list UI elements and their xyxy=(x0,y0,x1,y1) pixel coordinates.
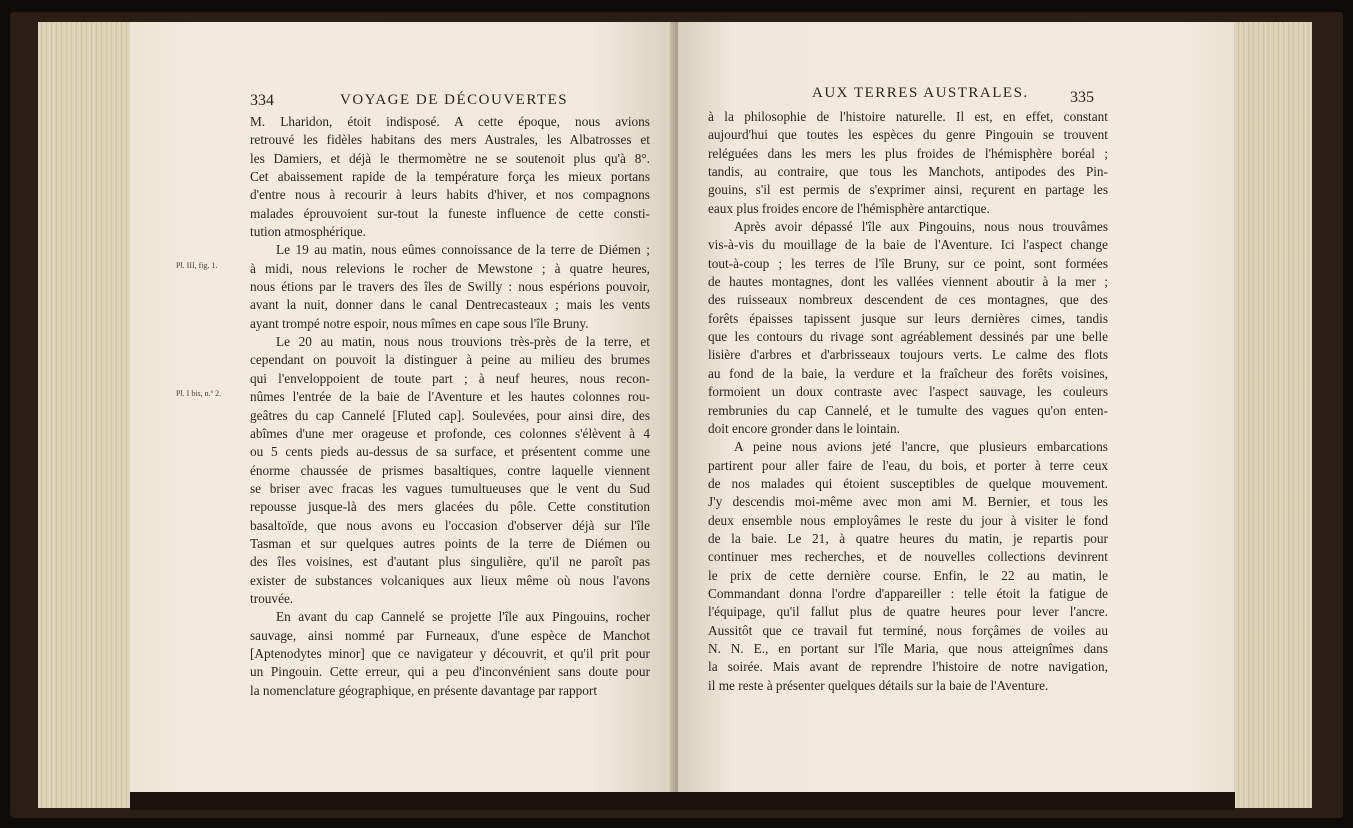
text-line: aujourd'hui que toutes les espèces du genre Pingouin se trouvent xyxy=(708,127,1108,143)
text-line: énorme chaussée de prismes basaltiques, contre laquelle viennent xyxy=(250,462,650,478)
text-line: abîmes d'une mer orageuse et profonde, ces colonnes s'élèvent à 4 xyxy=(250,425,650,441)
text-line: vis-à-vis du mouillage de la baie de l'Aventure. Ici l'aspect change xyxy=(708,237,1108,253)
text-line: trouvée. xyxy=(250,590,294,606)
text-line: il me reste à présenter quelques détails sur la baie de l'Aventure. xyxy=(708,677,1049,693)
text-line: ayant trompé notre espoir, nous mîmes en cape sous l'île Bruny. xyxy=(250,315,589,331)
text-line: lisière d'arbres et d'arbrisseaux toujours verts. Le calme des flots xyxy=(708,347,1108,363)
text-line: deux ensemble nous employâmes le reste du jour à visiter le fond xyxy=(708,512,1108,528)
text-line: M. Lharidon, étoit indisposé. A cette époque, nous avions xyxy=(250,114,650,129)
text-line: continuer mes recherches, et de nouvelles collections devinrent xyxy=(708,549,1108,565)
text-line: reléguées dans les mers les plus froides de l'hémisphère boréal ; xyxy=(708,145,1108,161)
text-line: partirent pour aller faire de l'eau, du bois, et porter à terre ceux xyxy=(708,457,1108,473)
text-line: retrouvé les fidèles habitans des mers Australes, les Albatrosses et xyxy=(250,132,650,148)
text-line: [Aptenodytes minor] que ce navigateur y découvrit, et qu'il prit pour xyxy=(250,645,650,661)
text-line: tution atmosphérique. xyxy=(250,224,366,240)
text-line: basaltoïde, que nous avons eu l'occasion d'observer déjà sur l'île xyxy=(250,517,650,533)
text-line: des îles voisines, est d'autant plus singulière, qu'il ne paroît pas xyxy=(250,554,650,570)
text-line: avant la nuit, donner dans le canal Dentrecasteaux ; mais les vents xyxy=(250,297,650,313)
text-line: Commandant donna l'ordre d'appareiller : telle étoit la fatigue de xyxy=(708,585,1108,601)
text-line: les Damiers, et déjà le thermomètre ne se soutenoit plus qu'à 8°. xyxy=(250,150,650,166)
text-line: A peine nous avions jeté l'ancre, que plusieurs embarcations xyxy=(734,439,1108,455)
text-line: qui l'enveloppoient de toute part ; à neuf heures, nous recon- xyxy=(250,370,650,386)
left-page-text xyxy=(250,113,650,700)
right-page xyxy=(678,22,1234,792)
text-line: formoient un doux contraste avec l'aspect sauvage, les couleurs xyxy=(708,384,1108,400)
text-line: se briser avec fracas les vagues tumultueuses que le vent du Sud xyxy=(250,480,650,496)
text-line: des ruisseaux nombreux descendent de ces montagnes, que des xyxy=(708,292,1108,308)
text-line: eaux plus froides encore de l'hémisphère antarctique. xyxy=(708,200,990,216)
text-line: geâtres du cap Cannelé [Fluted cap]. Soulevées, pour ainsi dire, des xyxy=(250,407,650,423)
text-line: malades éprouvoient sur-tout la funeste influence de cette consti- xyxy=(250,205,650,221)
right-page-text xyxy=(708,108,1108,695)
page-block-edge-left xyxy=(38,22,138,808)
text-line: Le 19 au matin, nous eûmes connoissance de la terre de Diémen ; xyxy=(276,242,650,258)
text-line: de hautes montagnes, dont les vallées viennent aboutir à la mer ; xyxy=(708,274,1108,290)
page-block-edge-right xyxy=(1232,22,1312,808)
text-line: que les contours du rivage sont agréablement dessinés par une belle xyxy=(708,329,1108,345)
text-line: nûmes l'entrée de la baie de l'Aventure et les hautes colonnes rou- xyxy=(250,389,650,405)
text-line: forêts épaisses tapissent jusque sur leurs dernières cimes, tandis xyxy=(708,310,1108,326)
text-line: Aussitôt que ce travail fut terminé, nous forçâmes de voiles au xyxy=(708,622,1108,638)
text-line: à la philosophie de l'histoire naturelle. Il est, en effet, constant xyxy=(708,109,1108,124)
text-line: doit encore gronder dans le lointain. xyxy=(708,420,901,436)
text-line: sauvage, ainsi nommé par Furneaux, d'une espèce de Manchot xyxy=(250,627,650,643)
text-line: Tasman et sur quelques autres points de la terre de Diémen ou xyxy=(250,535,650,551)
text-line: N. N. E., en portant sur l'île Maria, que nous atteignîmes dans xyxy=(708,640,1108,656)
book-bottom-shadow xyxy=(130,792,1235,810)
text-line: Le 20 au matin, nous nous trouvions très-près de la terre, et xyxy=(276,334,650,350)
text-line: la soirée. Mais avant de reprendre l'histoire de notre navigation, xyxy=(708,659,1108,675)
right-running-head: AUX TERRES AUSTRALES. xyxy=(812,85,1029,101)
text-line: tout-à-coup ; les terres de l'île Bruny, sur ce point, sont formées xyxy=(708,255,1108,271)
text-line: cependant on pouvoit la distinguer à peine au milieu des brumes xyxy=(250,352,650,368)
text-line: J'y descendis moi-même avec mon ami M. Bernier, et tous les xyxy=(708,494,1108,510)
text-line: Cet abaissement rapide de la température força les mieux portans xyxy=(250,169,650,185)
margin-note-2: Pl. I bis, n.º 2. xyxy=(176,389,222,398)
text-line: Après avoir dépassé l'île aux Pingouins, nous nous trouvâmes xyxy=(734,219,1108,235)
text-line: d'entre nous à recourir à leurs habits d'hiver, et nos compagnons xyxy=(250,187,650,203)
text-line: En avant du cap Cannelé se projette l'île aux Pingouins, rocher xyxy=(276,609,650,625)
text-line: tandis, au contraire, que tous les Manchots, antipodes des Pin- xyxy=(708,164,1108,180)
text-line: de nos malades qui étoient susceptibles de quelque mouvement. xyxy=(708,475,1108,491)
left-page-number: 334 xyxy=(250,92,274,109)
margin-note-1: Pl. III, fig. 1. xyxy=(176,261,218,270)
text-line: le prix de cette dernière course. Enfin, le 22 au matin, le xyxy=(708,567,1108,583)
right-page-number: 335 xyxy=(1070,89,1094,106)
text-line: au fond de la baie, la verdure et la fraîcheur des forêts voisines, xyxy=(708,365,1108,381)
text-line: de la baie. Le 21, à quatre heures du matin, je repartis pour xyxy=(708,530,1108,546)
left-page xyxy=(130,22,675,792)
text-line: la nomenclature géographique, en présente davantage par rapport xyxy=(250,682,598,698)
text-line: un Pingouin. Cette erreur, qui a peu d'inconvénient sans doute pour xyxy=(250,664,650,680)
text-line: l'équipage, qu'il fallut plus de quatre heures pour lever l'ancre. xyxy=(708,604,1108,620)
text-line: rembrunies du cap Cannelé, et le tumulte des vagues qu'on enten- xyxy=(708,402,1108,418)
text-line: à midi, nous relevions le rocher de Mewstone ; à quatre heures, xyxy=(250,260,650,276)
text-line: repousse jusque-là des mers glacées du pôle. Cette constitution xyxy=(250,499,650,515)
text-line: nous étions par le travers des îles de Swilly : nous espérions pouvoir, xyxy=(250,279,650,295)
text-line: exister de substances volcaniques aux lieux même où nous l'avons xyxy=(250,572,650,588)
text-line: ou 5 cents pieds au-dessus de sa surface, et présentent comme une xyxy=(250,444,650,460)
left-running-head: VOYAGE DE DÉCOUVERTES xyxy=(340,92,569,108)
text-line: gouins, s'il est permis de s'exprimer ainsi, reçurent en partage les xyxy=(708,182,1108,198)
